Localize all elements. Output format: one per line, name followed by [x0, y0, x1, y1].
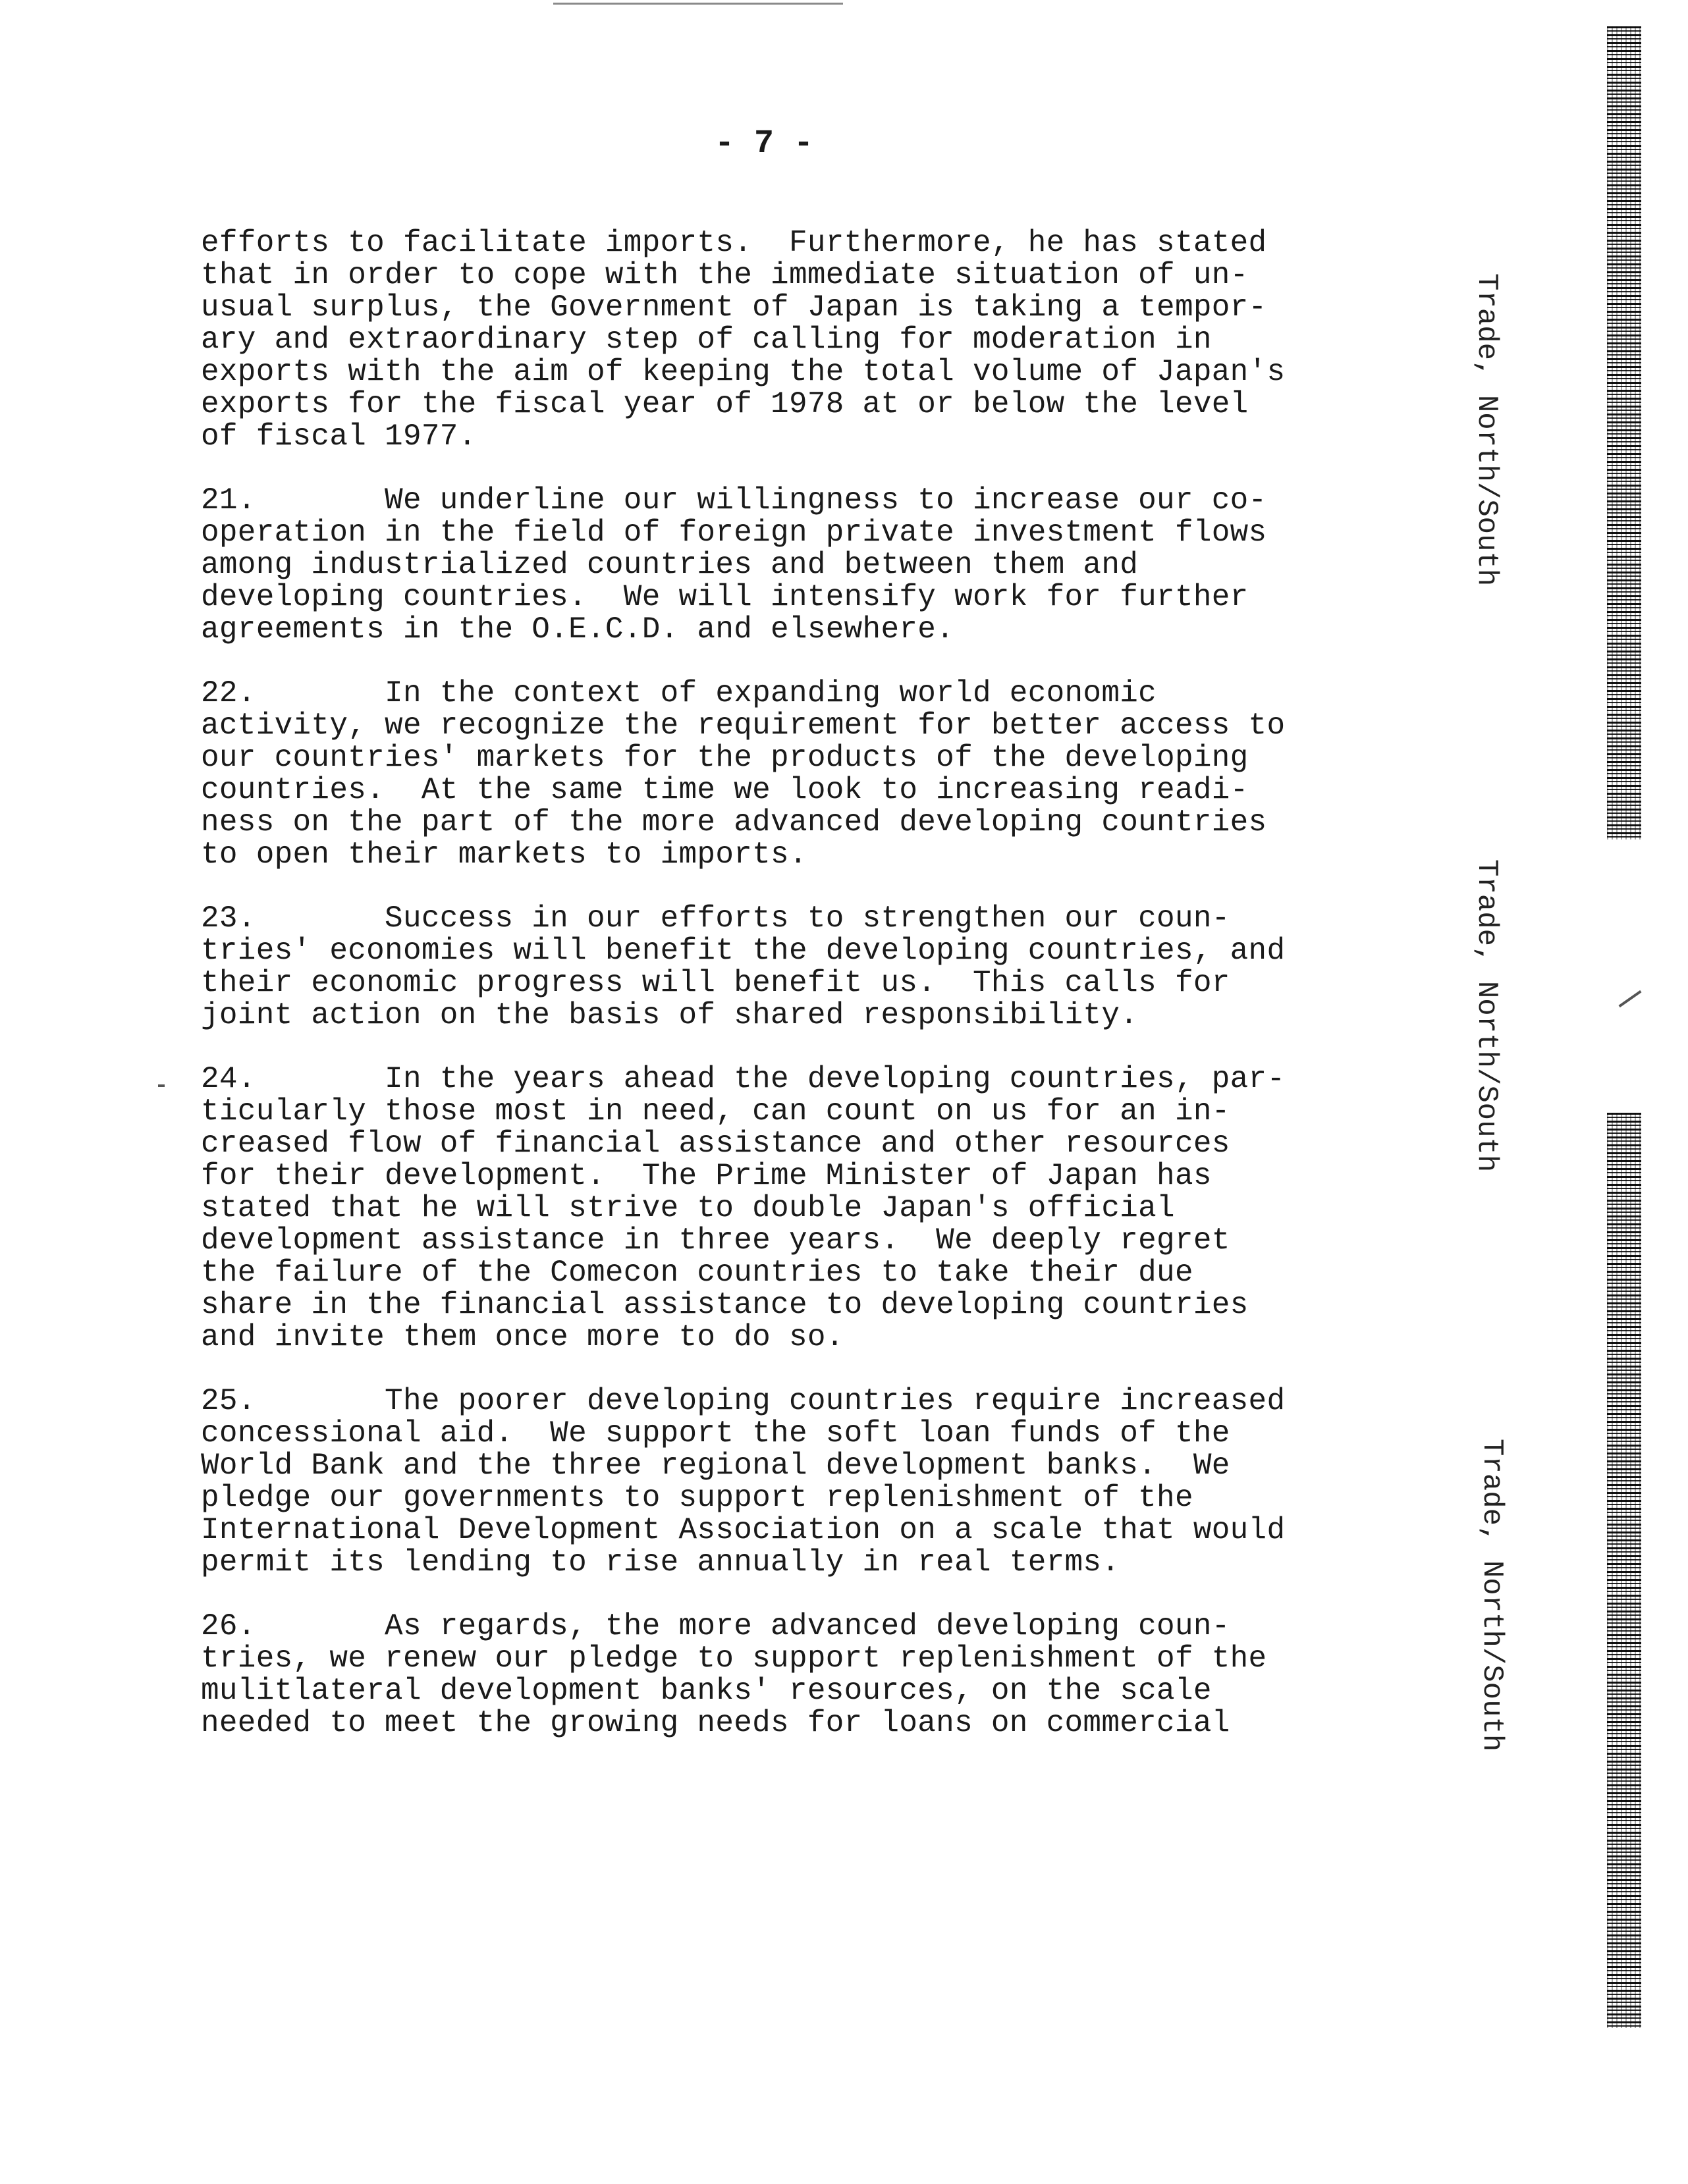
- paragraph-23: [201, 903, 1373, 1032]
- text-line: 24. In the years ahead the developing countries, par-: [201, 1062, 1286, 1096]
- text-line: exports with the aim of keeping the total volume of Japan's: [201, 355, 1286, 389]
- text-line: exports for the fiscal year of 1978 at or below the level: [201, 387, 1249, 421]
- text-line: the failure of the Comecon countries to take their due: [201, 1256, 1193, 1290]
- page-number: - 7 -: [715, 125, 814, 163]
- pen-mark: [1618, 990, 1641, 1007]
- text-line: share in the financial assistance to developing countries: [201, 1288, 1249, 1322]
- text-line: and invite them once more to do so.: [201, 1320, 844, 1354]
- document-body: [201, 227, 1373, 1771]
- text-line: stated that he will strive to double Japan's official: [201, 1191, 1175, 1225]
- text-line: creased flow of financial assistance and other resources: [201, 1127, 1230, 1161]
- text-line: ness on the part of the more advanced developing countries: [201, 805, 1267, 839]
- text-line: their economic progress will benefit us. This calls for: [201, 966, 1230, 1000]
- side-label-trade-north-south: Trade, North/South: [1470, 273, 1503, 587]
- text-line: mulitlateral development banks' resources, on the scale: [201, 1674, 1212, 1708]
- text-line: concessional aid. We support the soft loan funds of the: [201, 1416, 1230, 1451]
- binding-edge-strip: [1607, 1113, 1641, 2028]
- text-line: to open their markets to imports.: [201, 838, 807, 872]
- text-line: World Bank and the three regional development banks. We: [201, 1449, 1230, 1483]
- text-line: ary and extraordinary step of calling for moderation in: [201, 323, 1212, 357]
- text-line: 23. Success in our efforts to strengthen our coun-: [201, 901, 1230, 936]
- text-line: ticularly those most in need, can count on us for an in-: [201, 1094, 1230, 1129]
- text-line: 21. We underline our willingness to increase our co-: [201, 483, 1267, 518]
- top-edge-rule: [553, 3, 843, 5]
- text-line: International Development Association on a scale that would: [201, 1513, 1286, 1547]
- text-line: 26. As regards, the more advanced developing coun-: [201, 1609, 1230, 1643]
- text-line: usual surplus, the Government of Japan is taking a tempor-: [201, 290, 1267, 325]
- paragraph-25: [201, 1385, 1373, 1579]
- text-line: pledge our governments to support replenishment of the: [201, 1481, 1193, 1515]
- text-line: among industrialized countries and between them and: [201, 548, 1139, 582]
- text-line: agreements in the O.E.C.D. and elsewhere.: [201, 612, 955, 647]
- text-line: 22. In the context of expanding world economic: [201, 676, 1157, 710]
- text-line: tries' economies will benefit the developing countries, and: [201, 934, 1286, 968]
- dash-mark: [158, 1084, 165, 1087]
- side-label-trade-north-south: Trade, North/South: [1475, 1439, 1508, 1752]
- text-line: countries. At the same time we look to increasing readi-: [201, 773, 1249, 807]
- text-line: our countries' markets for the products of the developing: [201, 741, 1249, 775]
- paragraph-21: [201, 485, 1373, 646]
- text-line: operation in the field of foreign private investment flows: [201, 516, 1267, 550]
- paragraph-continued: [201, 227, 1373, 453]
- text-line: tries, we renew our pledge to support replenishment of the: [201, 1641, 1267, 1676]
- text-line: that in order to cope with the immediate situation of un-: [201, 258, 1249, 292]
- paragraph-26: [201, 1611, 1373, 1740]
- text-line: efforts to facilitate imports. Furthermore, he has stated: [201, 226, 1267, 260]
- text-line: 25. The poorer developing countries require increased: [201, 1384, 1286, 1418]
- text-line: developing countries. We will intensify work for further: [201, 580, 1249, 614]
- text-line: of fiscal 1977.: [201, 419, 477, 454]
- side-label-trade-north-south: Trade, North/South: [1470, 859, 1503, 1173]
- text-line: activity, we recognize the requirement for better access to: [201, 708, 1286, 743]
- text-line: permit its lending to rise annually in real terms.: [201, 1545, 1120, 1580]
- text-line: needed to meet the growing needs for loans on commercial: [201, 1706, 1230, 1740]
- text-line: for their development. The Prime Minister of Japan has: [201, 1159, 1212, 1193]
- text-line: development assistance in three years. We deeply regret: [201, 1223, 1230, 1258]
- paragraph-22: [201, 678, 1373, 871]
- text-line: joint action on the basis of shared responsibility.: [201, 998, 1139, 1032]
- paragraph-24: [201, 1063, 1373, 1354]
- binding-edge-strip: [1607, 26, 1641, 839]
